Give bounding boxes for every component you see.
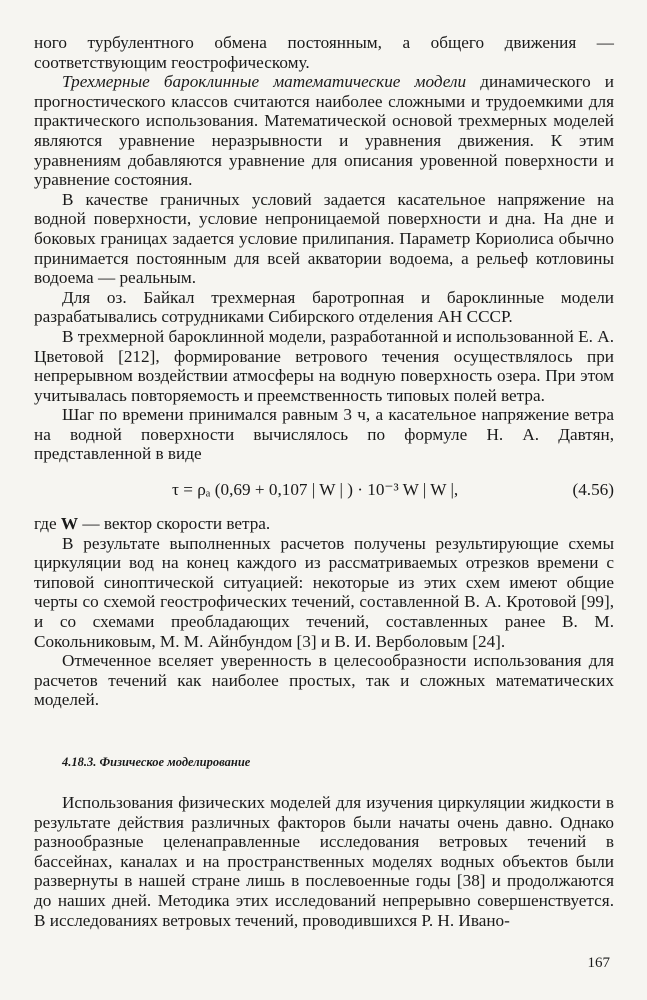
page-number: 167 [587, 955, 610, 971]
paragraph-where [34, 514, 614, 534]
paragraph-physical-models: Использования физических моделей для изучения циркуляции жидкости в результате действия различных факторов были начаты очень давно. Однако разнообразные целенаправленные исследования ветровых течений в бассейнах, каналах и на пространственных моделях водных объектов были развернуты в нашей стране лишь в послевоенные годы [38] и продолжаются до наших дней. Методика этих исследований непрерывно совершенствуется. В исследованиях ветровых течений, проводившихся Р. Н. Ивано- [34, 793, 614, 930]
italic-term: Трехмерные бароклинные математические модели [62, 72, 467, 92]
paragraph-boundary-conditions: В качестве граничных условий задается касательное напряжение на водной поверхности, условие непроницаемой поверхности и дна. На дне и боковых границах задается условие прилипания. Параметр Кориолиса обычно принимается постоянным для всей акватории водоема, а рельеф котловины водоема — реальным. [34, 189, 614, 288]
formula-4-56 [34, 475, 614, 505]
paragraph-tsvetova-model: В трехмерной бароклинной модели, разработанной и использованной Е. А. Цветовой [212], формирование ветрового течения осуществлялось при непрерывном воздействии атмосферы на водную поверхность озера. При этом учитывалась повторяемость и преемственность типовых полей ветра. [34, 326, 614, 405]
paragraph-text: динамического и прогностического классов считаются наиболее сложными и трудоемкими для практического использования. Математической основой трехмерных моделей являются уравнение неразрывности и уравнения движения. К этим уравнениям добавляются уравнение для описания уровенной поверхности и уравнение состояния. [34, 72, 614, 190]
text-block-main [34, 33, 614, 710]
where-text: — вектор скорости ветра. [78, 514, 271, 534]
where-lead: где [34, 514, 61, 534]
paragraph-results: В результате выполненных расчетов получены результирующие схемы циркуляции вод на конец каждого из рассматриваемых отрезков времени с типовой синоптической ситуацией: некоторые из этих схем имеют общие черты со схемой геострофических течений, составленной В. А. Кротовой [99], и со схемами преобладающих течений, составленных ранее В. М. Сокольниковым, М. М. Айнбундом [3] и В. И. Верболовым [24]. [34, 533, 614, 651]
paragraph-baikal: Для оз. Байкал трехмерная баротропная и бароклинные модели разрабатывались сотрудниками Сибирского отделения АН СССР. [34, 287, 614, 327]
formula-expression: τ = ρₐ (0,69 + 0,107 | W | ) · 10⁻³ W | W |, [172, 480, 459, 500]
paragraph-continuation: ного турбулентного обмена постоянным, а общего движения — соответствующим геострофическому. [34, 33, 614, 72]
section-heading: 4.18.3. Физическое моделирование [62, 755, 251, 769]
formula-number: (4.56) [572, 480, 614, 500]
paragraph-time-step: Шаг по времени принимался равным 3 ч, а касательное напряжение ветра на водной поверхности вычислялось по формуле Н. А. Давтян, представленной в виде [34, 405, 614, 464]
paragraph-3d-models [34, 72, 614, 190]
vector-symbol: W [60, 514, 79, 534]
text-block-physical-modeling [34, 793, 614, 930]
paragraph-conclusion: Отмеченное вселяет уверенность в целесообразности использования для расчетов течений как наиболее простых, так и сложных математических моделей. [34, 651, 614, 710]
